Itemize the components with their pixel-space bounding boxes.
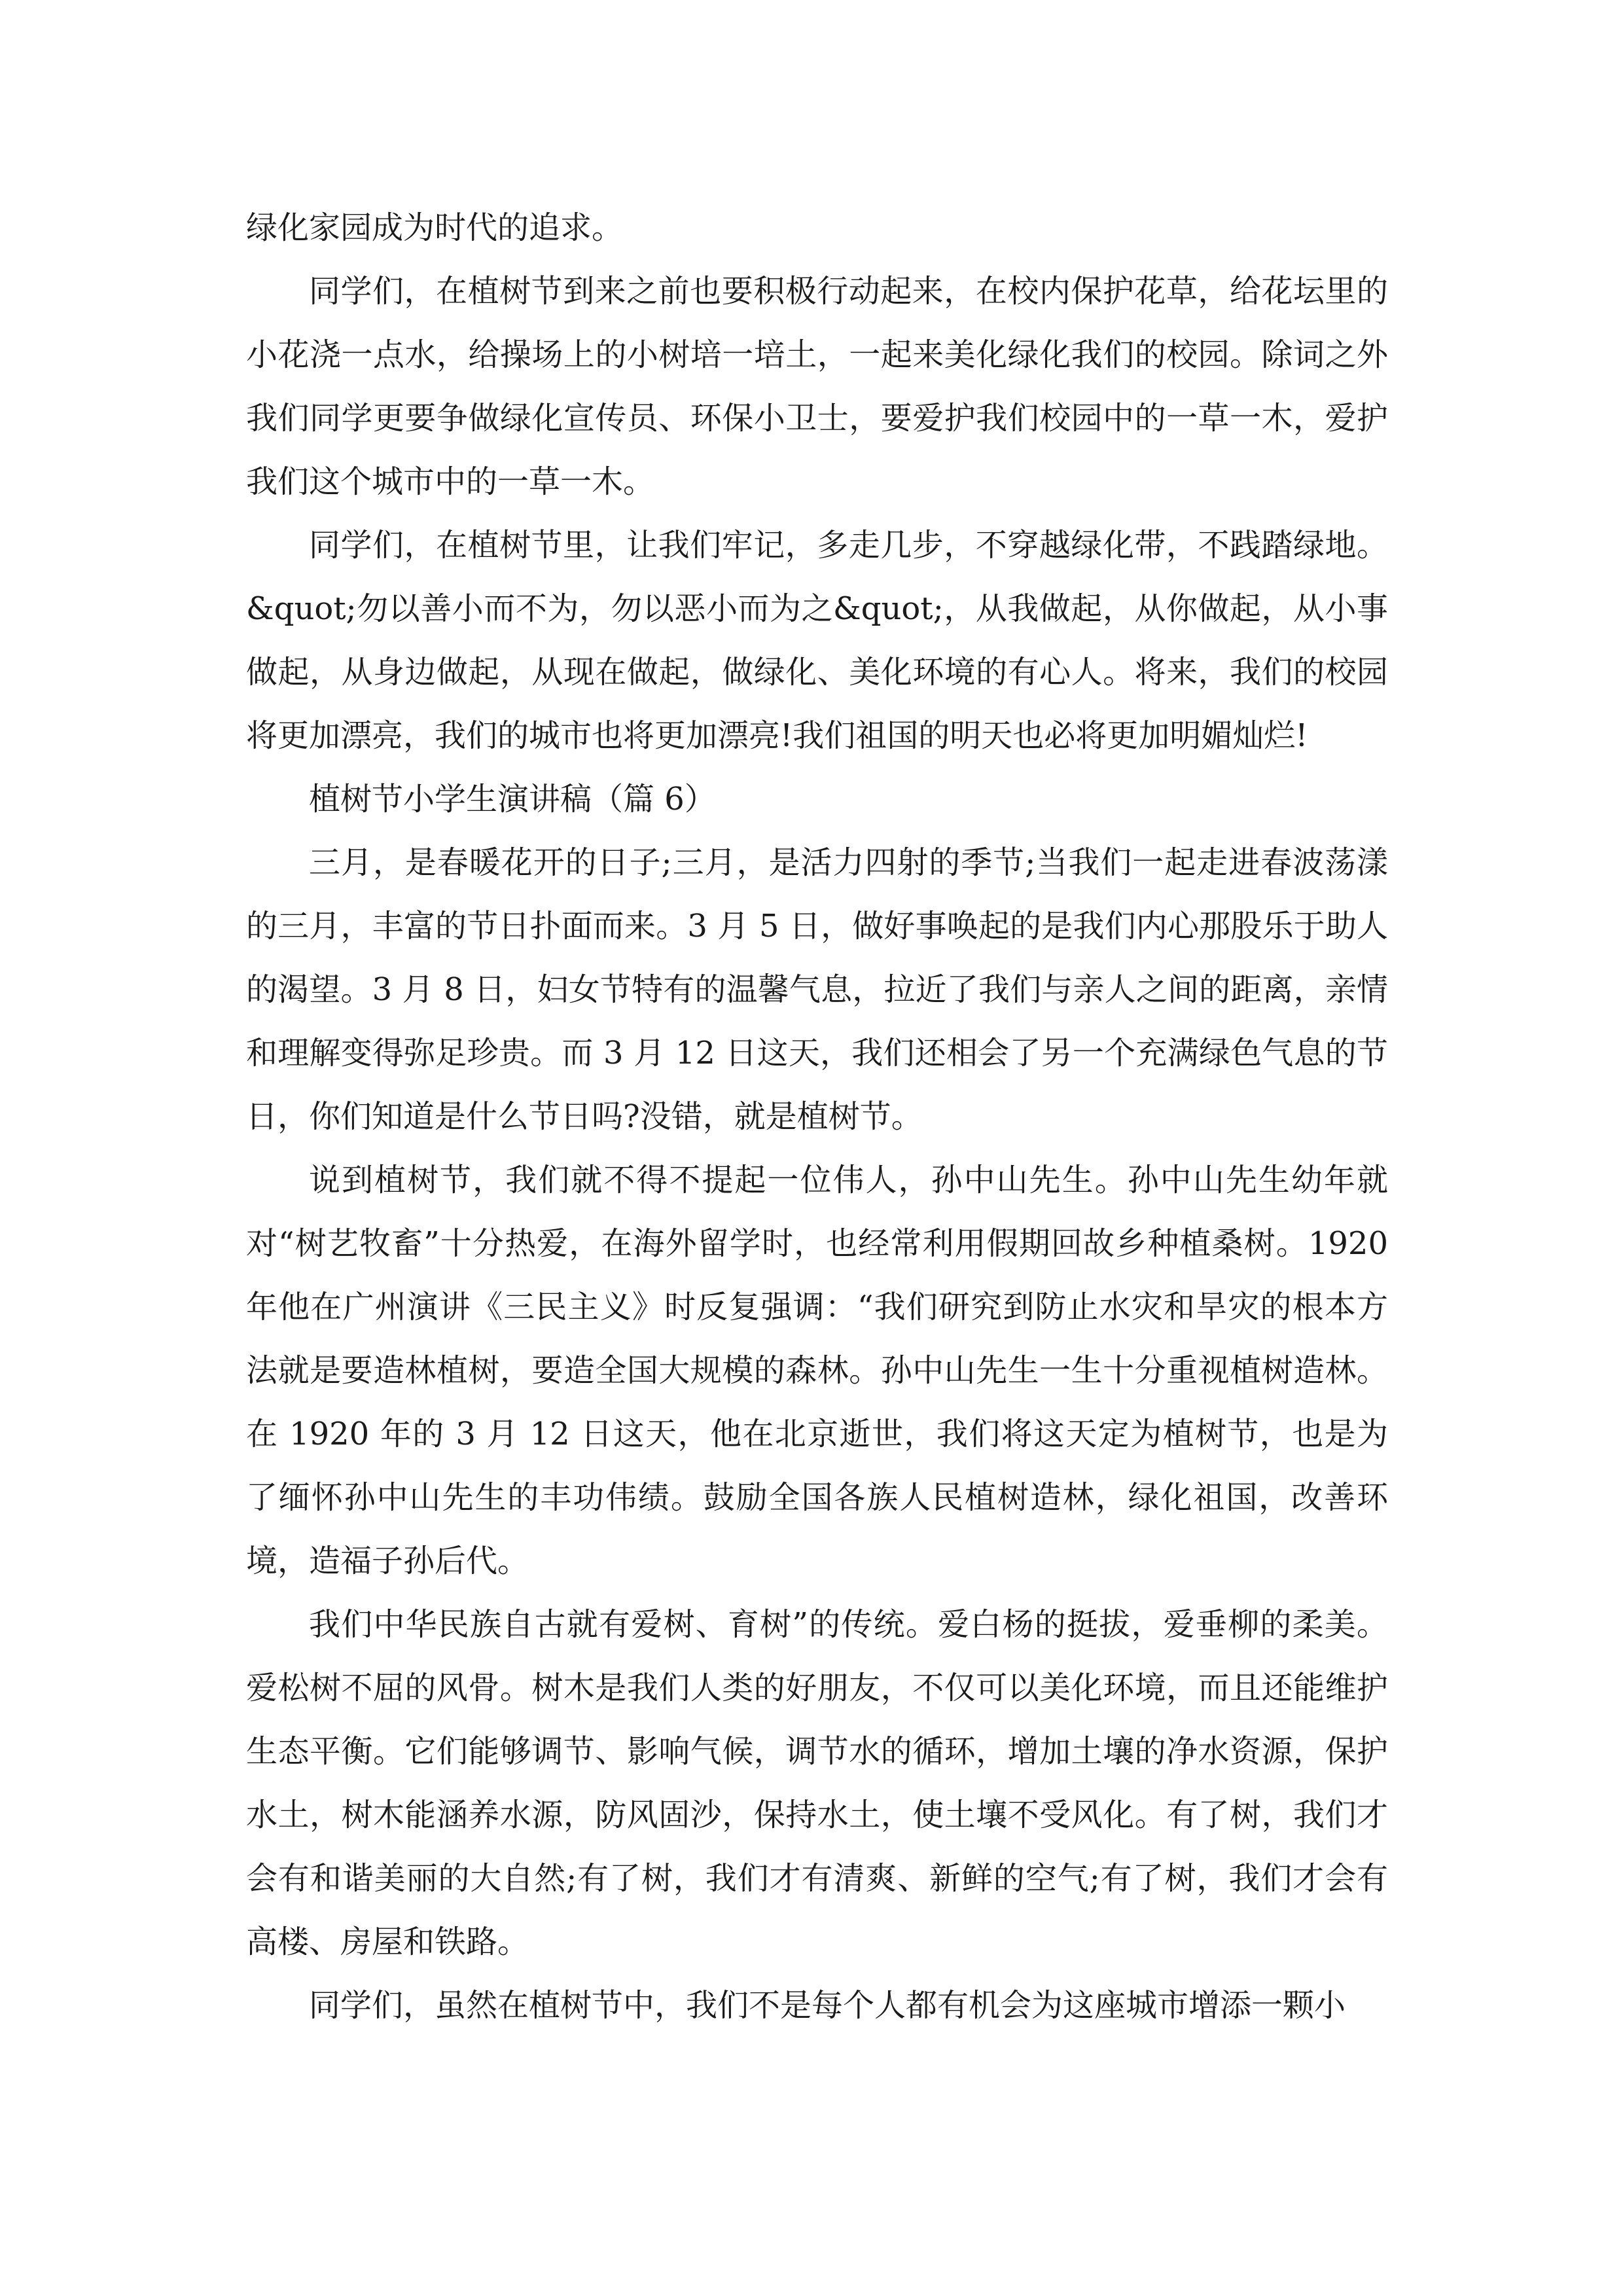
document-body	[246, 196, 1388, 2037]
section-paragraph-2: 说到植树节，我们就不得不提起一位伟人，孙中山先生。孙中山先生幼年就对“树艺牧畜”十分热爱，在海外留学时，也经常利用假期回故乡种植桑树。1920 年他在广州演讲《三民主义》时反复强调：“我们研究到防止水灾和旱灾的根本方法就是要造林植树，要造全国大规模的森林。孙中山先生一生十分重视植树造林。在 1920 年的 3 月 12 日这天，他在北京逝世，我们将这天定为植树节，也是为了缅怀孙中山先生的丰功伟绩。鼓励全国各族人民植树造林，绿化祖国，改善环境，造福子孙后代。	[246, 1162, 1388, 1579]
section-paragraph-3: 我们中华民族自古就有爱树、育树”的传统。爱白杨的挺拔，爱垂柳的柔美。爱松树不屈的风骨。树木是我们人类的好朋友，不仅可以美化环境，而且还能维护生态平衡。它们能够调节、影响气候，调节水的循环，增加土壤的净水资源，保护水土，树木能涵养水源，防风固沙，保持水土，使土壤不受风化。有了树，我们才会有和谐美丽的大自然;有了树，我们才有清爽、新鲜的空气;有了树，我们才会有高楼、房屋和铁路。	[246, 1606, 1388, 1960]
section-paragraph-1: 三月，是春暖花开的日子;三月，是活力四射的季节;当我们一起走进春波荡漾的三月，丰富的节日扑面而来。3 月 5 日，做好事唤起的是我们内心那股乐于助人的渴望。3 月 8 日，妇女节特有的温馨气息，拉近了我们与亲人之间的距离，亲情和理解变得弥足珍贵。而 3 月 12 日这天，我们还相会了另一个充满绿色气息的节日，你们知道是什么节日吗?没错，就是植树节。	[246, 844, 1388, 1135]
paragraph-2: 同学们，在植树节到来之前也要积极行动起来，在校内保护花草，给花坛里的小花浇一点水，给操场上的小树培一培土，一起来美化绿化我们的校园。除词之外我们同学更要争做绿化宣传员、环保小卫士，要爱护我们校园中的一草一木，爱护我们这个城市中的一草一木。	[246, 273, 1388, 500]
paragraph-1: 绿化家园成为时代的追求。	[246, 209, 624, 246]
section-paragraph-4: 同学们，虽然在植树节中，我们不是每个人都有机会为这座城市增添一颗小	[309, 1987, 1346, 2024]
paragraph-3: 同学们，在植树节里，让我们牢记，多走几步，不穿越绿化带，不践踏绿地。&quot;勿以善小而不为，勿以恶小而为之&quot;，从我做起，从你做起，从小事做起，从身边做起，从现在做起，做绿化、美化环境的有心人。将来，我们的校园将更加漂亮，我们的城市也将更加漂亮!我们祖国的明天也必将更加明媚灿烂!	[246, 527, 1388, 754]
section-title: 植树节小学生演讲稿（篇 6）	[309, 781, 716, 817]
